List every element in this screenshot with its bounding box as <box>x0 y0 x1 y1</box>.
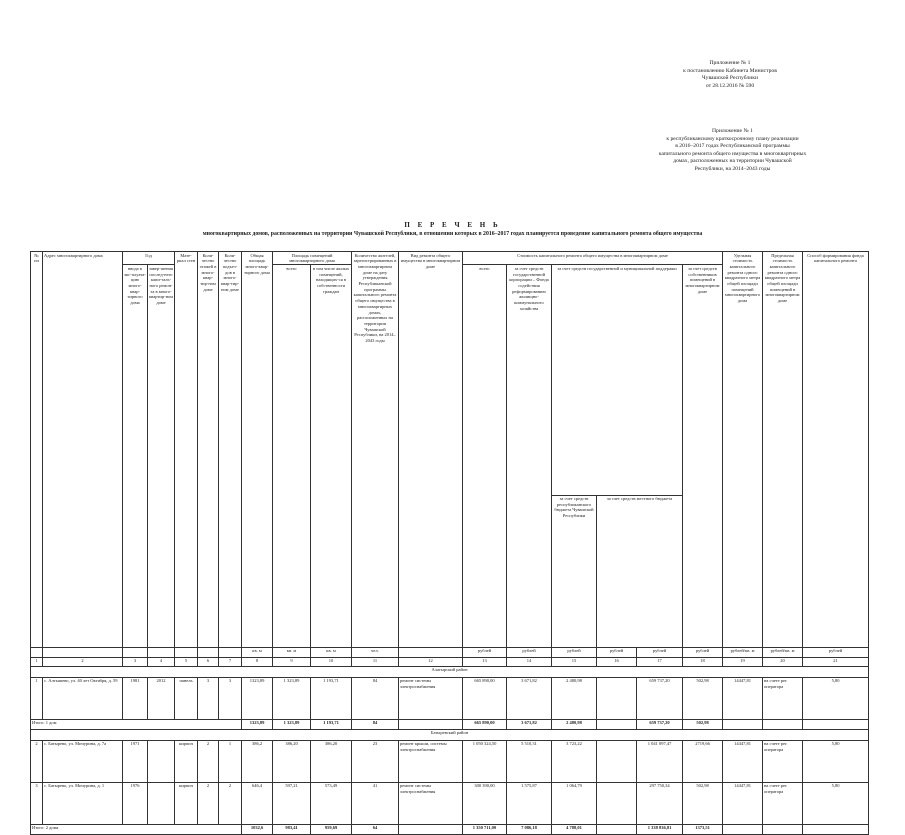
column-number: 11 <box>352 657 399 666</box>
column-number: 17 <box>637 657 683 666</box>
header-residents: Количество жителей, зарегистрированных в многоквартирном доме на дату утверждения Республиканской программы капитального ремонта общего имущества в многоквартирных домах, расположенных на территории Чувашской Республики, на 2014–2043 годы <box>352 252 399 648</box>
header-repair-type: Вид ремонта общего имущества в многоквартирном доме <box>399 252 463 648</box>
column-number: 14 <box>507 657 552 666</box>
appendix-1-line: от 28.12.2016 № 590 <box>705 82 755 89</box>
row-entrances: 2 <box>219 782 242 824</box>
row-cost-owners: 297 750,34 <box>637 782 683 824</box>
row-year-repair: 2012 <box>148 677 175 719</box>
total-ta: 1323,89 <box>242 719 273 729</box>
column-number: 20 <box>763 657 803 666</box>
table-row <box>31 782 869 824</box>
row-total-area: 646,4 <box>242 782 273 824</box>
total-cr: 4 788,01 <box>552 824 597 834</box>
appendix-2-line: домах, расположенных на территории Чувашской <box>673 158 792 165</box>
row-limit-cost: 14447,81 <box>723 782 763 824</box>
header-premises-area: Площадь помещений многоквартирного дома <box>273 252 352 265</box>
total-label: Итого: 1 дом <box>31 719 242 729</box>
appendix-2-line: к республиканскому краткосрочному плану реализации <box>666 135 799 142</box>
table-row <box>31 677 869 719</box>
unit-cell: кв. м <box>311 647 352 657</box>
document-subtitle: многоквартирных домов, расположенных на территории Чувашской Республики, в отношении которых в 2016–2017 годах планируется проведение капитального ремонта общего имущества <box>202 231 703 237</box>
row-residents: 84 <box>352 677 399 719</box>
row-total-area: 1323,89 <box>242 677 273 719</box>
column-number: 1 <box>31 657 43 666</box>
row-entrances: 3 <box>219 677 242 719</box>
row-number: 2 <box>31 740 43 782</box>
header-cost-total: всего <box>463 265 507 647</box>
header-unit-cost: Удельная стоимость капитального ремонта одного квадратного метра общей площади помещений многоквартирного дома <box>723 252 763 648</box>
header-address: Адрес многоквартирного дома <box>43 252 123 648</box>
row-entrances: 1 <box>219 740 242 782</box>
appendix-2-line: Приложение № 1 <box>712 128 753 134</box>
header-cost-support: за счет средств государственной и муниципальной поддержки <box>552 265 683 495</box>
column-number: 2 <box>43 657 123 666</box>
row-year-build: 1976 <box>123 782 148 824</box>
row-number: 1 <box>31 677 43 719</box>
unit-cell: кв. м <box>242 647 273 657</box>
column-number: 7 <box>219 657 242 666</box>
unit-cell: рублей <box>683 647 723 657</box>
total-cl <box>597 824 637 834</box>
column-number: 5 <box>175 657 198 666</box>
row-residents: 41 <box>352 782 399 824</box>
row-cost-state: 5 510,31 <box>507 740 552 782</box>
header-method: Способ формирования фонда капитального ремонта <box>803 252 869 648</box>
header-cost-rep: за счет средств республиканского бюджета Чувашской Республики <box>552 495 597 647</box>
row-min-fee: 5,80 <box>803 782 869 824</box>
total-cl <box>597 719 637 729</box>
row-limit-cost: 14447,81 <box>723 740 763 782</box>
total-cr: 2 480,98 <box>552 719 597 729</box>
appendix-2-line: капитального ремонта общего имущества в многоквартирных <box>658 150 807 157</box>
header-cost-group: Стоимость капитального ремонта общего имущества в многоквартирном доме <box>463 252 723 265</box>
header-limit-cost: Предельная стоимость капитального ремонта одного квадратного метра общей площади помещений в многоквартирном доме <box>763 252 803 648</box>
document-title: П Е Р Е Ч Е Н Ь <box>404 221 501 229</box>
total-ta: 1032,6 <box>242 824 273 834</box>
table-row <box>31 740 869 782</box>
row-number: 3 <box>31 782 43 824</box>
row-repair-type: ремонт системы электроснабжения <box>399 677 463 719</box>
total-ra: 1 193,71 <box>311 719 352 729</box>
row-cost-local <box>597 677 637 719</box>
header-num: № пп <box>31 252 43 648</box>
total-empty <box>803 719 869 729</box>
total-co: 659 737,20 <box>637 719 683 729</box>
appendix-1-block <box>650 60 810 90</box>
row-year-build: 1971 <box>123 740 148 782</box>
section-name: Батыревский район <box>31 729 869 740</box>
column-number: 4 <box>148 657 175 666</box>
header-premises-all: всего <box>273 265 311 647</box>
unit-cell: рублей <box>803 647 869 657</box>
unit-cell: рублей <box>463 647 507 657</box>
row-cost-local <box>597 782 637 824</box>
row-premises-area: 386,20 <box>273 740 311 782</box>
total-uc: 1373,51 <box>683 824 723 834</box>
header-total-area: Общая площадь много-квар-тирного дома <box>242 252 273 648</box>
total-res: 64 <box>352 824 399 834</box>
column-number: 19 <box>723 657 763 666</box>
units-row <box>31 647 869 657</box>
total-empty <box>763 824 803 834</box>
row-year-build: 1981 <box>123 677 148 719</box>
total-empty <box>723 824 763 834</box>
row-floors: 3 <box>198 677 219 719</box>
row-year-repair <box>148 782 175 824</box>
unit-cell: рублей <box>507 647 552 657</box>
appendix-1-line: Чувашской Республики <box>702 75 758 82</box>
header-entrances: Коли-чество подъез-дов в много-квар-тир-ном доме <box>219 252 242 648</box>
unit-cell: рублей <box>552 647 597 657</box>
total-uc: 502,98 <box>683 719 723 729</box>
unit-cell: кв. м <box>273 647 311 657</box>
row-floors: 2 <box>198 740 219 782</box>
unit-cell: рублей <box>637 647 683 657</box>
appendix-2-block <box>640 128 825 174</box>
total-ct: 665 890,00 <box>463 719 507 729</box>
row-resid-area: 1 193,71 <box>311 677 352 719</box>
total-empty <box>399 824 463 834</box>
section-header-row <box>31 666 869 677</box>
total-row <box>31 824 869 834</box>
appendix-1-line: Приложение № 1 <box>709 60 751 66</box>
row-wall: панель <box>175 677 198 719</box>
row-wall: кирпич <box>175 740 198 782</box>
row-premises-area: 597,21 <box>273 782 311 824</box>
row-method: на счете рег. оператора <box>763 782 803 824</box>
column-number: 10 <box>311 657 352 666</box>
column-numbers-row <box>31 657 869 666</box>
total-cs: 7 086,18 <box>507 824 552 834</box>
row-cost-local <box>597 740 637 782</box>
row-resid-area: 386,20 <box>311 740 352 782</box>
header-cost-owners: за счет средств собственников помещений в многоквартирном доме <box>683 265 723 647</box>
header-wall: Мате-риал стен <box>175 252 198 648</box>
column-number: 16 <box>597 657 637 666</box>
column-number: 21 <box>803 657 869 666</box>
row-unit-cost: 2719,66 <box>683 740 723 782</box>
row-wall: кирпич <box>175 782 198 824</box>
column-number: 15 <box>552 657 597 666</box>
total-pa: 1 323,89 <box>273 719 311 729</box>
appendix-2-line: Республики, на 2014–2043 годы <box>694 165 771 172</box>
row-method: на счете рег. оператора <box>763 740 803 782</box>
row-cost-total: 665 890,00 <box>463 677 507 719</box>
row-unit-cost: 502,98 <box>683 782 723 824</box>
unit-cell: рублей/кв. м <box>723 647 763 657</box>
row-cost-state: 1 575,87 <box>507 782 552 824</box>
row-method: на счете рег. оператора <box>763 677 803 719</box>
row-cost-total: 300 390,00 <box>463 782 507 824</box>
total-cs: 3 671,82 <box>507 719 552 729</box>
appendix-2-line: в 2016–2017 годах Республиканской программы <box>675 143 790 150</box>
header-cost-local: за счет средств местного бюджета <box>597 495 683 647</box>
column-number: 18 <box>683 657 723 666</box>
column-number: 8 <box>242 657 273 666</box>
row-unit-cost: 502,98 <box>683 677 723 719</box>
row-cost-rep: 1 064,79 <box>552 782 597 824</box>
total-label: Итого: 2 дома <box>31 824 242 834</box>
row-cost-rep: 2 480,98 <box>552 677 597 719</box>
row-cost-owners: 659 737,20 <box>637 677 683 719</box>
row-repair-type: ремонт крыши, системы электроснабжения <box>399 740 463 782</box>
row-address: с. Батырево, ул. Мичурина, д. 1 <box>43 782 123 824</box>
row-cost-owners: 1 041 097,47 <box>637 740 683 782</box>
appendix-1-line: к постановлению Кабинета Министров <box>683 67 777 74</box>
unit-cell: рублей/кв. м <box>763 647 803 657</box>
row-total-area: 386,2 <box>242 740 273 782</box>
header-year: Год <box>123 252 175 265</box>
total-empty <box>803 824 869 834</box>
unit-cell: рублей <box>597 647 637 657</box>
column-number: 3 <box>123 657 148 666</box>
row-address: с. Алтышево, ул. 40 лет Октября, д. 59 <box>43 677 123 719</box>
header-premises-resid: в том числе жилых помещений, находящих-ся в собственности граждан <box>311 265 352 647</box>
row-cost-rep: 3 723,22 <box>552 740 597 782</box>
row-repair-type: ремонт системы электроснабжения <box>399 782 463 824</box>
column-number: 13 <box>463 657 507 666</box>
row-address: с. Батырево, ул. Мичурина, д. 7а <box>43 740 123 782</box>
total-res: 84 <box>352 719 399 729</box>
row-premises-area: 1 323,89 <box>273 677 311 719</box>
section-name: Алатырский район <box>31 666 869 677</box>
header-floors: Коли-чество этажей в много-квар-тир-ном доме <box>198 252 219 648</box>
buildings-register-table <box>30 251 869 835</box>
row-limit-cost: 14447,81 <box>723 677 763 719</box>
total-ra: 959,69 <box>311 824 352 834</box>
header-year-build: ввода в экс-плуата-цию много-квар-тирного дома <box>123 265 148 647</box>
column-number: 6 <box>198 657 219 666</box>
total-empty <box>723 719 763 729</box>
header-cost-state: за счет средств государственной корпорации – Фонда содействия реформированию жилищно-коммунального хозяйства <box>507 265 552 647</box>
column-number: 9 <box>273 657 311 666</box>
total-empty <box>399 719 463 729</box>
total-ct: 1 350 711,00 <box>463 824 507 834</box>
section-header-row <box>31 729 869 740</box>
row-year-repair <box>148 740 175 782</box>
total-co: 1 338 836,81 <box>637 824 683 834</box>
row-min-fee: 5,80 <box>803 677 869 719</box>
row-resid-area: 573,49 <box>311 782 352 824</box>
column-number: 12 <box>399 657 463 666</box>
total-pa: 983,41 <box>273 824 311 834</box>
row-residents: 23 <box>352 740 399 782</box>
total-row <box>31 719 869 729</box>
row-floors: 2 <box>198 782 219 824</box>
header-year-repair: завер-шения послед-него капи-таль-ного ремон-та в много-квартир-ном доме <box>148 265 175 647</box>
unit-cell: чел. <box>352 647 399 657</box>
total-empty <box>763 719 803 729</box>
row-cost-state: 3 671,82 <box>507 677 552 719</box>
row-min-fee: 5,80 <box>803 740 869 782</box>
row-cost-total: 1 050 324,50 <box>463 740 507 782</box>
